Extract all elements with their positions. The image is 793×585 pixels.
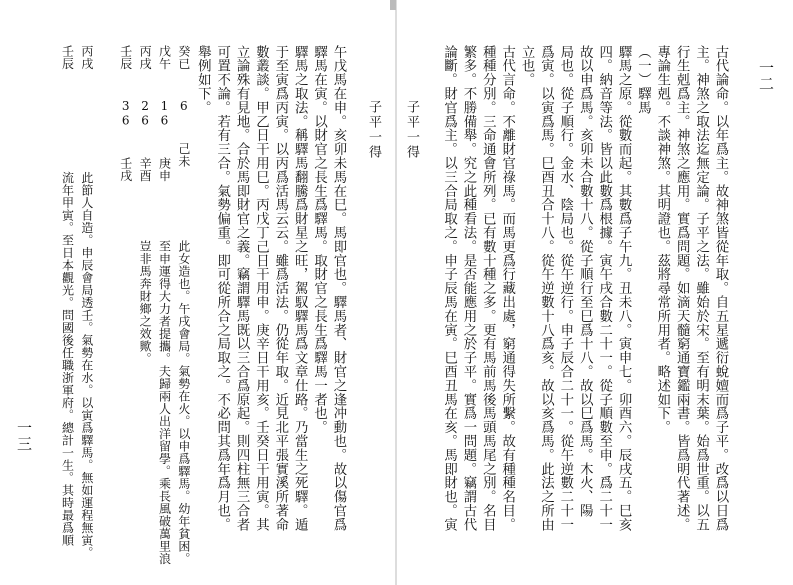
text-column: 驛馬之取法。稱驛馬翻騰爲財星之旺，駕馭驛馬爲文章仕路。乃當生之死驛。遁 xyxy=(292,45,308,532)
chart-example-column: 壬辰 流年甲寅。至日本觀光。問國後任職浙軍府。總計一生。其時最爲順 xyxy=(60,45,75,547)
text-column: 繁多。不勝備舉。究之此種看法。是否能應用之於子平。實爲一問題。竊謂古代 xyxy=(460,45,476,532)
text-column: 古代論命。以年爲主。故神煞皆從年取。自五星遞衍蛻嬗而爲子平。改爲以日爲 xyxy=(713,45,728,532)
text-column: 驛馬在寅。以財官之長生爲驛馬。取財官之長生爲驛馬一者也。 xyxy=(311,45,327,435)
section-heading: （一）驛馬 xyxy=(635,45,651,115)
text-column: 舉例如下。 xyxy=(195,45,211,115)
text-body xyxy=(430,45,730,570)
text-column xyxy=(96,45,115,570)
chart-example-column: 丙戌 此節人自造。申辰會局透壬。氣勢在水。以寅爲驛馬。無如運程無寅。 xyxy=(79,45,94,559)
text-column: 數叢談。甲乙日干用巳。丙戊丁己日干用申。庚辛日干用亥。壬癸日干用寅。其 xyxy=(253,45,269,532)
text-column: 四。納音等法。皆以此數爲根據。寅午戌合數二十一。從子順數至申。爲二十一 xyxy=(596,45,612,532)
page-number: 一二 xyxy=(757,60,775,92)
chart-example-column: 丙戌 26 辛酉 豈非馬奔財鄉之效歟。 xyxy=(138,45,153,365)
text-column: 可置不論。若有三合。氣勢偏重。即可從所合之局取之。不必問其爲年爲月也。 xyxy=(214,45,230,532)
text-column: 局也。從子順行。金水、陰局也。從午逆行。申子辰合二十一。從午逆數二十一 xyxy=(557,45,573,532)
text-column: 立也。 xyxy=(519,45,535,87)
text-column: 驛馬之原。從數而起。其數爲子午九。丑未八。寅申七。卯酉六。辰戌五。巳亥 xyxy=(616,45,632,532)
text-column: 于至寅爲丙寅。以丙爲活馬云云。雖爲活法。仍從年取。近見北平張實溪所著命 xyxy=(272,45,288,532)
chart-example-column: 癸已 6 己未 此女造也。午戌會局。氣勢在火。以申爲驛馬。幼年貧困。 xyxy=(176,45,191,565)
chart-example-column: 戊午 16 庚申 至申運得大力者提攜。夫歸兩人出洋留學。乘長風破萬里浪 xyxy=(157,45,172,565)
right-page xyxy=(396,0,793,585)
page-number: 一三 xyxy=(15,420,33,452)
text-column: 論斷。財官爲主。以三合局取之。申子辰馬在寅。巳酉丑馬在亥。馬即財也。寅 xyxy=(441,45,457,532)
text-column: 主。神煞之取法迄無定論。子平之法。雖始於宋。至有明末葉。始爲世重。以五 xyxy=(693,45,709,532)
text-column: 立論殊有見地。合於馬即財官之義。竊謂驛馬既以三合爲原起。則四柱無三合者 xyxy=(234,45,250,532)
left-page xyxy=(0,0,396,585)
running-head: 子平一得 xyxy=(366,100,381,160)
chart-example-column: 壬辰 36 壬戌 xyxy=(118,45,133,182)
running-head: 子平一得 xyxy=(404,100,419,160)
text-column: 專論生剋。不談神煞。其明證也。茲將尋常所用者。略述如下。 xyxy=(654,45,670,435)
text-column: 爲寅。以寅爲馬。巳酉丑合十八。從午逆數十八爲亥。故以亥爲馬。此法之所由 xyxy=(538,45,554,532)
text-column: 故以申爲馬。亥卯未合數十八。從子順行至巳爲十八。故以巳爲馬。木火、陽 xyxy=(577,45,593,518)
text-body xyxy=(48,45,348,570)
text-column: 種種分別。三命通會所列。已有數十種之多。更有馬前馬後馬頭馬尾之別。名目 xyxy=(480,45,496,532)
text-column: 行生剋爲主。神煞之應用。實爲問題。如滴天髓窮通寶鑑兩書。皆爲明代著述。 xyxy=(674,45,690,532)
text-column: 午戊馬在申。亥卯未馬在巳。馬即官也。驛馬者、財官之逢冲動也。故以傷官爲 xyxy=(331,45,346,532)
text-column: 古代言命。不離財官祿馬。而馬更爲行藏出處，窮通得失所繫。故有種種名目。 xyxy=(499,45,515,532)
